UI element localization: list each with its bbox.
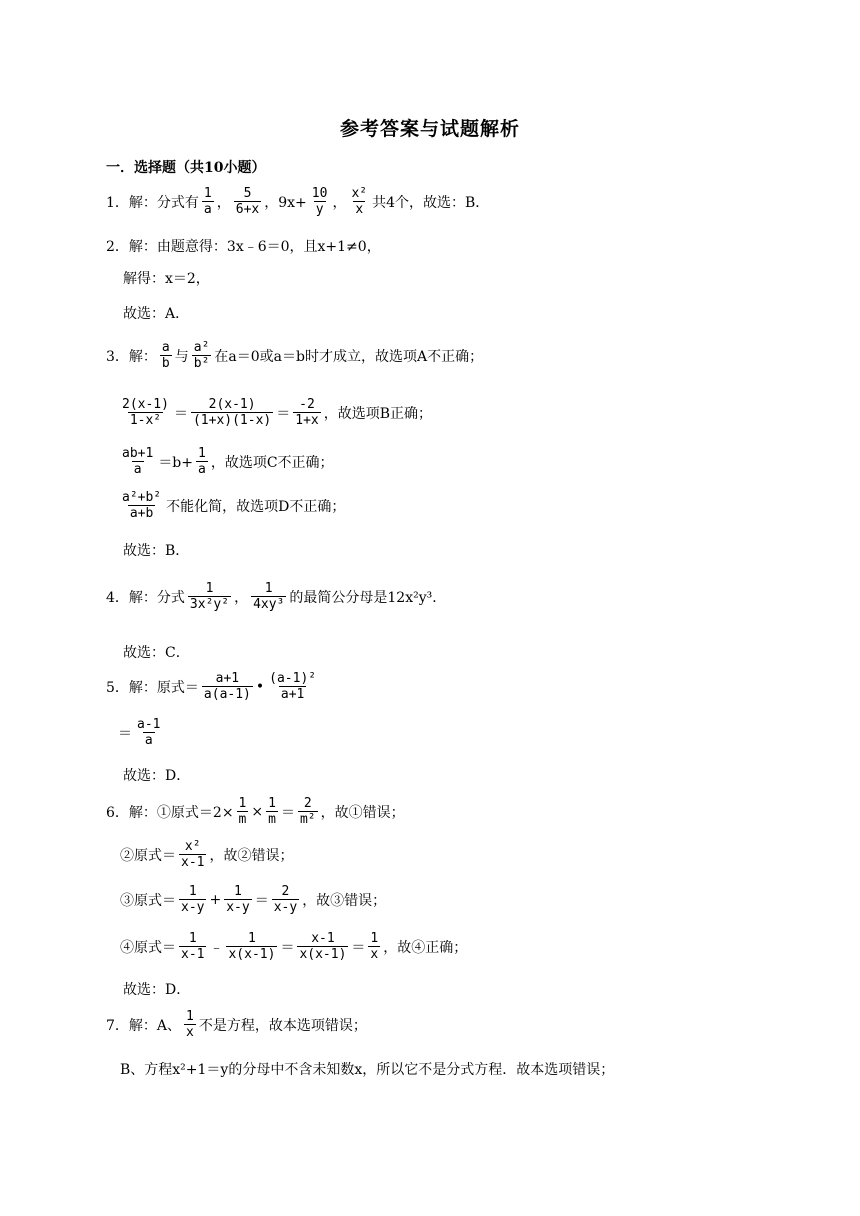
answer-3-choice: 故选：B．: [123, 543, 190, 559]
fraction: $\frac{1}{x-1}$: [181, 931, 205, 962]
answer-6-line2: ②原式＝ $\frac{\text{x²}}{x-1}$ ，故②错误；: [120, 839, 294, 870]
fraction: $\frac{\text{a²+b²}}{a+b}$: [122, 490, 162, 521]
answer-5-line1: 5．解：原式＝ $\frac{a+1}{a(a-1)}$ • $\frac{\text{(a-1)²}}{a+1}$: [106, 671, 317, 702]
answer-2-line2: 解得：x＝2，: [123, 271, 210, 287]
fraction: $\frac{a-1}{a}$: [137, 717, 161, 748]
page-title: 参考答案与试题解析: [339, 118, 520, 140]
answer-5-line2: ＝ $\frac{a-1}{a}$: [118, 717, 161, 748]
fraction: $\frac{2(x-1)}{\text{1-x²}}$: [122, 397, 169, 428]
fraction: $\frac{1}{m}$: [238, 796, 247, 827]
fraction: $\frac{1}{x}$: [186, 1009, 194, 1040]
section-heading: 一．选择题（共10小题）: [106, 160, 266, 176]
fraction: $\frac{a}{b}$: [161, 340, 170, 371]
fraction: $\frac{5}{6+x}$: [235, 186, 260, 217]
fraction: $\frac{\text{x²}}{x-1}$: [181, 839, 205, 870]
fraction: $\frac{2}{x-y}$: [273, 884, 298, 915]
fraction: $\frac{10}{y}$: [311, 186, 328, 217]
fraction: $\frac{ab+1}{a}$: [122, 446, 154, 477]
answer-1: 1．解：分式有 $\frac{1}{a}$ ， $\frac{5}{6+x}$ ，9x+ $\frac{10}{y}$ ， $\frac{\text{x²}}{x}$ 共4个，故选：B．: [106, 186, 490, 217]
fraction: $\frac{1}{\text{4xy³}}$: [253, 581, 285, 612]
answer-6-choice: 故选：D．: [123, 982, 191, 998]
answer-6-line3: ③原式＝ $\frac{1}{x-y}$ + $\frac{1}{x-y}$ ＝ $\frac{2}{x-y}$ ，故③错误；: [120, 884, 387, 915]
answer-4-choice: 故选：C．: [123, 645, 190, 661]
fraction: $\frac{\text{(a-1)²}}{a+1}$: [269, 671, 317, 702]
answer-3-option-b: $\frac{2(x-1)}{\text{1-x²}}$ ＝ $\frac{2(x-1)}{(1+x)(1-x)}$ ＝ $\frac{-2}{1+x}$ ，故选项B正确；: [122, 397, 433, 428]
fraction: $\frac{1}{x-y}$: [226, 884, 250, 915]
answer-7-line2: B、方程x²+1＝y的分母中不含未知数x，所以它不是分式方程．故本选项错误；: [120, 1062, 615, 1078]
answer-7-line1: 7．解：A、 $\frac{1}{x}$ 不是方程，故本选项错误；: [106, 1009, 367, 1040]
answer-6-line1: 6．解：①原式＝2× $\frac{1}{m}$ × $\frac{1}{m}$ ＝ $\frac{2}{\text{m²}}$ ，故①错误；: [106, 796, 405, 827]
answer-2-line3: 故选：A．: [123, 306, 190, 322]
answer-6-line4: ④原式＝ $\frac{1}{x-1}$ ﹣ $\frac{1}{x(x-1)}$ ＝ $\frac{x-1}{x(x-1)}$ ＝ $\frac{1}{x}$ ，故④正确；: [120, 931, 468, 962]
fraction: $\frac{\text{a²}}{\text{b²}}$: [193, 340, 210, 371]
fraction: $\frac{x-1}{x(x-1)}$: [299, 931, 347, 962]
fraction: $\frac{1}{\text{3x²y²}}$: [189, 581, 230, 612]
fraction: $\frac{-2}{1+x}$: [295, 397, 319, 428]
answer-2-line1: 2．解：由题意得：3x﹣6＝0，且x+1≠0，: [106, 239, 381, 255]
answer-3-option-d: $\frac{\text{a²+b²}}{a+b}$ 不能化简，故选项D不正确；: [122, 490, 346, 521]
fraction: $\frac{\text{x²}}{x}$: [351, 186, 368, 217]
fraction: $\frac{1}{x}$: [370, 931, 379, 962]
answer-5-choice: 故选：D．: [123, 768, 191, 784]
fraction: $\frac{2}{\text{m²}}$: [299, 796, 316, 827]
fraction: $\frac{1}{a}$: [198, 446, 206, 477]
fraction: $\frac{a+1}{a(a-1)}$: [203, 671, 251, 702]
fraction: $\frac{1}{x-y}$: [181, 884, 205, 915]
answer-3-line1: 3．解： $\frac{a}{b}$ 与 $\frac{\text{a²}}{\text{b²}}$ 在a＝0或a＝b时才成立，故选项A不正确；: [106, 340, 484, 371]
fraction: $\frac{1}{m}$: [268, 796, 276, 827]
fraction: $\frac{1}{x(x-1)}$: [228, 931, 276, 962]
answer-4-line1: 4．解：分式 $\frac{1}{\text{3x²y²}}$ ， $\frac{1}{\text{4xy³}}$ 的最简公分母是12x²y³．: [106, 581, 447, 612]
fraction: $\frac{1}{a}$: [203, 186, 212, 217]
answer-3-option-c: $\frac{ab+1}{a}$ ＝b+ $\frac{1}{a}$ ，故选项C不正确；: [122, 446, 334, 477]
fraction: $\frac{2(x-1)}{(1+x)(1-x)}$: [192, 397, 272, 428]
